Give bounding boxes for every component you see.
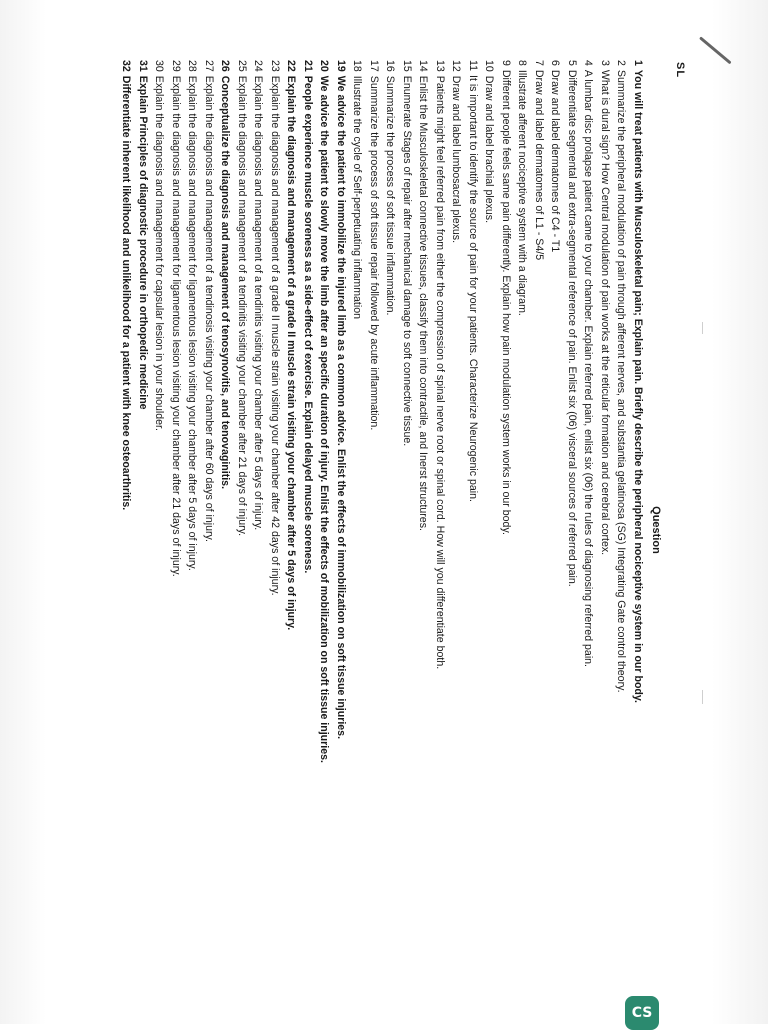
question-text: Explain the diagnosis and management of a tendinitis visiting your chamber after 5 days of injury. bbox=[252, 75, 265, 531]
question-item bbox=[366, 60, 383, 763]
question-number: 19 bbox=[335, 60, 347, 72]
question-text: Explain the diagnosis and management for ligamentous lesion visiting your chamber after 21 days of injury. bbox=[170, 75, 182, 577]
question-item bbox=[399, 60, 416, 763]
question-text: Illustrate afferent nociceptive system with a diagram. bbox=[516, 69, 529, 316]
question-number: 18 bbox=[351, 60, 364, 72]
question-text: Explain the diagnosis and management for ligamentous lesion visiting your chamber after 5 days of injury. bbox=[186, 75, 199, 571]
question-number: 24 bbox=[252, 60, 265, 72]
question-item bbox=[118, 60, 135, 763]
question-text: You will treat patients with Musculoskeletal pain; Explain pain. Briefly describe the peripheral nociceptive system in our body. bbox=[632, 69, 644, 703]
question-number: 21 bbox=[302, 60, 314, 72]
question-text: Explain the diagnosis and management of a grade II muscle strain visiting your chamber after 5 days of injury. bbox=[285, 75, 298, 631]
question-text: People experience muscle soreness as a side-effect of exercise. Explain delayed muscle soreness. bbox=[302, 75, 314, 574]
question-number: 8 bbox=[516, 60, 529, 66]
question-item bbox=[514, 60, 531, 763]
question-number: 23 bbox=[269, 60, 281, 72]
question-number: 12 bbox=[450, 60, 463, 72]
question-text: Differentiate segmental and extra-segmental reference of pain. Enlist six (06) visceral sources of referred pain. bbox=[566, 69, 578, 587]
question-item bbox=[382, 60, 399, 763]
question-number: 16 bbox=[384, 60, 397, 72]
question-item bbox=[217, 60, 234, 763]
question-heading: Question bbox=[650, 506, 662, 554]
question-item bbox=[580, 60, 597, 763]
question-item bbox=[184, 60, 201, 763]
question-text: Explain Principles of diagnostic procedure in orthopedic medicine bbox=[137, 75, 149, 410]
question-item bbox=[349, 60, 366, 763]
question-text: Conceptualize the diagnosis and management of tenosynovitis, and tenovaginitis. bbox=[219, 75, 232, 490]
question-text: Patients might feel referred pain from either the compression of spinal nerve root or spinal cord. How will you differentiate both. bbox=[434, 75, 446, 670]
question-text: Explain the diagnosis and management of a grade II muscle strain visiting your chamber after 42 days of injury. bbox=[269, 75, 281, 596]
question-text: Summarize the process of soft tissue repair followed by acute inflammation. bbox=[368, 75, 380, 431]
question-number: 4 bbox=[582, 60, 595, 66]
question-item bbox=[135, 60, 152, 763]
question-number: 28 bbox=[186, 60, 199, 72]
question-number: 27 bbox=[203, 60, 215, 72]
question-item bbox=[448, 60, 465, 763]
question-number: 15 bbox=[401, 60, 413, 72]
question-item bbox=[267, 60, 284, 763]
question-number: 9 bbox=[500, 60, 512, 66]
question-item bbox=[250, 60, 267, 763]
question-number: 14 bbox=[417, 60, 430, 72]
question-text: Summarize the process of soft tissue inflammation. bbox=[384, 75, 397, 316]
question-number: 2 bbox=[615, 60, 628, 66]
question-number: 29 bbox=[170, 60, 182, 72]
question-number: 1 bbox=[632, 60, 644, 66]
question-text: Explain the diagnosis and management of a tendinosis visiting your chamber after 60 days of injury. bbox=[203, 75, 215, 542]
question-number: 32 bbox=[120, 60, 133, 72]
question-item bbox=[613, 60, 630, 763]
question-item bbox=[333, 60, 350, 763]
question-text: Differentiate inherent likelihood and unlikelihood for a patient with knee osteoarthritis. bbox=[120, 75, 133, 511]
question-item bbox=[415, 60, 432, 763]
question-item bbox=[630, 60, 647, 763]
scan-shadow-right bbox=[712, 0, 768, 1024]
question-item bbox=[597, 60, 614, 763]
question-item bbox=[168, 60, 185, 763]
question-text: Draw and label dermatomes of C4 - T1 bbox=[549, 69, 562, 253]
question-item bbox=[547, 60, 564, 763]
question-item bbox=[531, 60, 548, 763]
camscanner-logo: CS bbox=[625, 996, 659, 1030]
question-item bbox=[201, 60, 218, 763]
scanned-question-page bbox=[96, 60, 686, 1000]
question-text: It is important to identify the source of pain for your patients. Characterize Neurogenic pain. bbox=[467, 75, 479, 502]
question-item bbox=[481, 60, 498, 763]
question-item bbox=[316, 60, 333, 763]
question-list bbox=[118, 60, 646, 763]
question-number: 22 bbox=[285, 60, 298, 72]
margin-tick bbox=[702, 322, 703, 334]
question-number: 7 bbox=[533, 60, 545, 66]
question-text: Different people feels same pain differently. Explain how pain modulation system works in our body. bbox=[500, 69, 512, 535]
question-text: Draw and label brachial plexus. bbox=[483, 75, 496, 224]
question-text: Draw and label dermatomes of L1 - S4/5 bbox=[533, 69, 545, 261]
question-number: 26 bbox=[219, 60, 232, 72]
question-number: 5 bbox=[566, 60, 578, 66]
question-item bbox=[432, 60, 449, 763]
question-text: Explain the diagnosis and management of a tendinitis visiting your chamber after 21 days of injury. bbox=[236, 75, 248, 537]
margin-tick bbox=[702, 690, 703, 704]
question-number: 20 bbox=[318, 60, 331, 72]
question-item bbox=[498, 60, 515, 763]
question-item bbox=[283, 60, 300, 763]
question-text: We advice the patient to slowly move the limb after an specific duration of injury. Enlist the effects of mobilization on soft tissue injuries. bbox=[318, 75, 331, 763]
question-text: Explain the diagnosis and management for capsular lesion in your shoulder. bbox=[153, 75, 166, 431]
question-number: 30 bbox=[153, 60, 166, 72]
question-number: 31 bbox=[137, 60, 149, 72]
question-text: Enumerate Stages of repair after mechanical damage to soft connective tissue. bbox=[401, 75, 413, 447]
question-text: Draw and label lumbosacral plexus. bbox=[450, 75, 463, 244]
question-text: Illustrate the cycle of Self-perpetuating inflammation bbox=[351, 75, 364, 319]
page-initials: SL bbox=[674, 62, 686, 79]
question-number: 3 bbox=[599, 60, 611, 66]
question-text: We advice the patient to immobilize the injured limb as a common advice. Enlist the effects of immobilization on soft tissue injuries. bbox=[335, 75, 347, 740]
question-text: What is dural sign? How Central modulation of pain works at the reticular formation and cerebral cortex. bbox=[599, 69, 611, 556]
question-text: Summarize the peripheral modulation of pain through afferent nerves, and substantia gelatinosa (SG) Integrating Gate control theory. bbox=[615, 69, 628, 693]
scan-shadow-left bbox=[0, 0, 46, 1024]
question-item bbox=[300, 60, 317, 763]
question-item bbox=[234, 60, 251, 763]
question-number: 17 bbox=[368, 60, 380, 72]
question-number: 25 bbox=[236, 60, 248, 72]
question-number: 10 bbox=[483, 60, 496, 72]
question-number: 13 bbox=[434, 60, 446, 72]
question-item bbox=[564, 60, 581, 763]
question-number: 6 bbox=[549, 60, 562, 66]
question-text: Enlist the Musculoskeletal connective tissues, classify them into contractile, and Inerst structures. bbox=[417, 75, 430, 531]
question-item bbox=[151, 60, 168, 763]
question-number: 11 bbox=[467, 60, 479, 71]
question-text: A lumbar disc prolapse patient came to your chamber. Explain referred pain, enlist six (06) the rules of diagnosing referred pain. bbox=[582, 69, 595, 668]
question-item bbox=[465, 60, 482, 763]
